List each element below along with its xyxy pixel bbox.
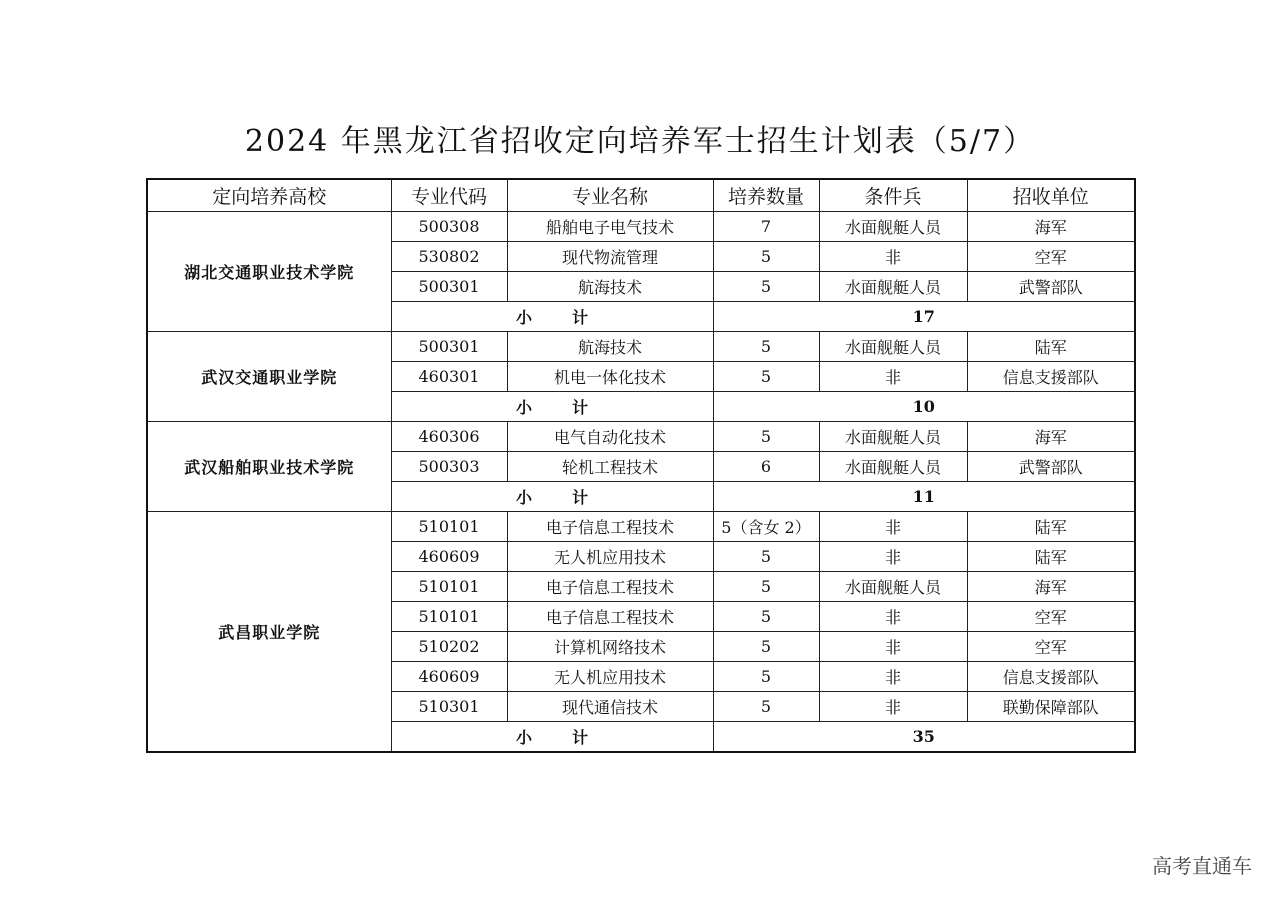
major-name-cell: 电子信息工程技术 — [507, 572, 713, 602]
quantity-cell: 5 — [713, 542, 819, 572]
subtotal-label-total: 计 — [572, 308, 589, 327]
major-code-cell: 500308 — [391, 212, 507, 242]
table-body — [147, 212, 1135, 753]
condition-cell: 水面舰艇人员 — [819, 272, 967, 302]
major-code-cell: 510101 — [391, 602, 507, 632]
column-header-quantity: 培养数量 — [713, 179, 819, 212]
subtotal-label-total: 计 — [572, 728, 589, 747]
table-header-row — [147, 179, 1135, 212]
page-title: 2024 年黑龙江省招收定向培养军士招生计划表（5/7） — [244, 124, 1036, 159]
watermark: 高考直通车 — [1152, 854, 1252, 878]
subtotal-label-total: 计 — [572, 488, 589, 507]
unit-cell: 海军 — [967, 212, 1135, 242]
major-code-cell: 460306 — [391, 422, 507, 452]
quantity-cell: 5 — [713, 692, 819, 722]
major-code-cell: 500301 — [391, 332, 507, 362]
condition-cell: 非 — [819, 692, 967, 722]
subtotal-label — [391, 392, 713, 422]
unit-cell: 武警部队 — [967, 272, 1135, 302]
major-name-cell: 机电一体化技术 — [507, 362, 713, 392]
unit-cell: 空军 — [967, 242, 1135, 272]
condition-cell: 非 — [819, 542, 967, 572]
subtotal-label — [391, 302, 713, 332]
unit-cell: 信息支援部队 — [967, 362, 1135, 392]
major-code-cell: 460609 — [391, 542, 507, 572]
subtotal-label-small: 小 — [515, 398, 532, 417]
unit-cell: 海军 — [967, 422, 1135, 452]
subtotal-label-small: 小 — [515, 308, 532, 327]
major-name-cell: 航海技术 — [507, 332, 713, 362]
major-name-cell: 电子信息工程技术 — [507, 512, 713, 542]
unit-cell: 陆军 — [967, 542, 1135, 572]
major-code-cell: 510301 — [391, 692, 507, 722]
table-row — [147, 422, 1135, 452]
condition-cell: 非 — [819, 602, 967, 632]
column-header-school: 定向培养高校 — [147, 179, 391, 212]
quantity-cell: 5 — [713, 362, 819, 392]
major-name-cell: 无人机应用技术 — [507, 662, 713, 692]
major-name-cell: 船舶电子电气技术 — [507, 212, 713, 242]
condition-cell: 非 — [819, 662, 967, 692]
unit-cell: 联勤保障部队 — [967, 692, 1135, 722]
subtotal-label-small: 小 — [515, 728, 532, 747]
major-code-cell: 460301 — [391, 362, 507, 392]
school-name-cell: 湖北交通职业技术学院 — [147, 212, 391, 332]
subtotal-label-small: 小 — [515, 488, 532, 507]
enrollment-plan-table — [146, 178, 1136, 753]
unit-cell: 陆军 — [967, 512, 1135, 542]
school-name-cell: 武昌职业学院 — [147, 512, 391, 753]
column-header-code: 专业代码 — [391, 179, 507, 212]
major-name-cell: 现代物流管理 — [507, 242, 713, 272]
column-header-major: 专业名称 — [507, 179, 713, 212]
subtotal-label — [391, 482, 713, 512]
unit-cell: 空军 — [967, 632, 1135, 662]
subtotal-value: 11 — [713, 482, 1135, 512]
quantity-cell: 5 — [713, 602, 819, 632]
quantity-cell: 5 — [713, 632, 819, 662]
subtotal-value: 17 — [713, 302, 1135, 332]
quantity-cell: 5 — [713, 242, 819, 272]
quantity-cell: 5 — [713, 662, 819, 692]
major-name-cell: 航海技术 — [507, 272, 713, 302]
subtotal-value: 10 — [713, 392, 1135, 422]
major-code-cell: 500301 — [391, 272, 507, 302]
subtotal-label-total: 计 — [572, 398, 589, 417]
subtotal-value: 35 — [713, 722, 1135, 753]
major-code-cell: 510101 — [391, 512, 507, 542]
major-code-cell: 510202 — [391, 632, 507, 662]
condition-cell: 非 — [819, 362, 967, 392]
quantity-cell: 5 — [713, 572, 819, 602]
column-header-unit: 招收单位 — [967, 179, 1135, 212]
condition-cell: 水面舰艇人员 — [819, 332, 967, 362]
table-row — [147, 512, 1135, 542]
table-row — [147, 212, 1135, 242]
unit-cell: 陆军 — [967, 332, 1135, 362]
subtotal-label — [391, 722, 713, 753]
condition-cell: 水面舰艇人员 — [819, 422, 967, 452]
condition-cell: 水面舰艇人员 — [819, 452, 967, 482]
major-name-cell: 无人机应用技术 — [507, 542, 713, 572]
table-row — [147, 332, 1135, 362]
condition-cell: 水面舰艇人员 — [819, 572, 967, 602]
quantity-cell: 5 — [713, 272, 819, 302]
major-name-cell: 电气自动化技术 — [507, 422, 713, 452]
unit-cell: 信息支援部队 — [967, 662, 1135, 692]
major-name-cell: 现代通信技术 — [507, 692, 713, 722]
condition-cell: 非 — [819, 242, 967, 272]
unit-cell: 海军 — [967, 572, 1135, 602]
major-name-cell: 电子信息工程技术 — [507, 602, 713, 632]
quantity-cell: 5 — [713, 332, 819, 362]
condition-cell: 非 — [819, 512, 967, 542]
quantity-cell: 5 — [713, 422, 819, 452]
condition-cell: 非 — [819, 632, 967, 662]
major-name-cell: 轮机工程技术 — [507, 452, 713, 482]
major-code-cell: 460609 — [391, 662, 507, 692]
unit-cell: 武警部队 — [967, 452, 1135, 482]
school-name-cell: 武汉交通职业学院 — [147, 332, 391, 422]
school-name-cell: 武汉船舶职业技术学院 — [147, 422, 391, 512]
quantity-cell: 7 — [713, 212, 819, 242]
major-code-cell: 530802 — [391, 242, 507, 272]
column-header-condition: 条件兵 — [819, 179, 967, 212]
major-name-cell: 计算机网络技术 — [507, 632, 713, 662]
major-code-cell: 510101 — [391, 572, 507, 602]
condition-cell: 水面舰艇人员 — [819, 212, 967, 242]
quantity-cell: 5（含女 2） — [713, 512, 819, 542]
unit-cell: 空军 — [967, 602, 1135, 632]
quantity-cell: 6 — [713, 452, 819, 482]
major-code-cell: 500303 — [391, 452, 507, 482]
